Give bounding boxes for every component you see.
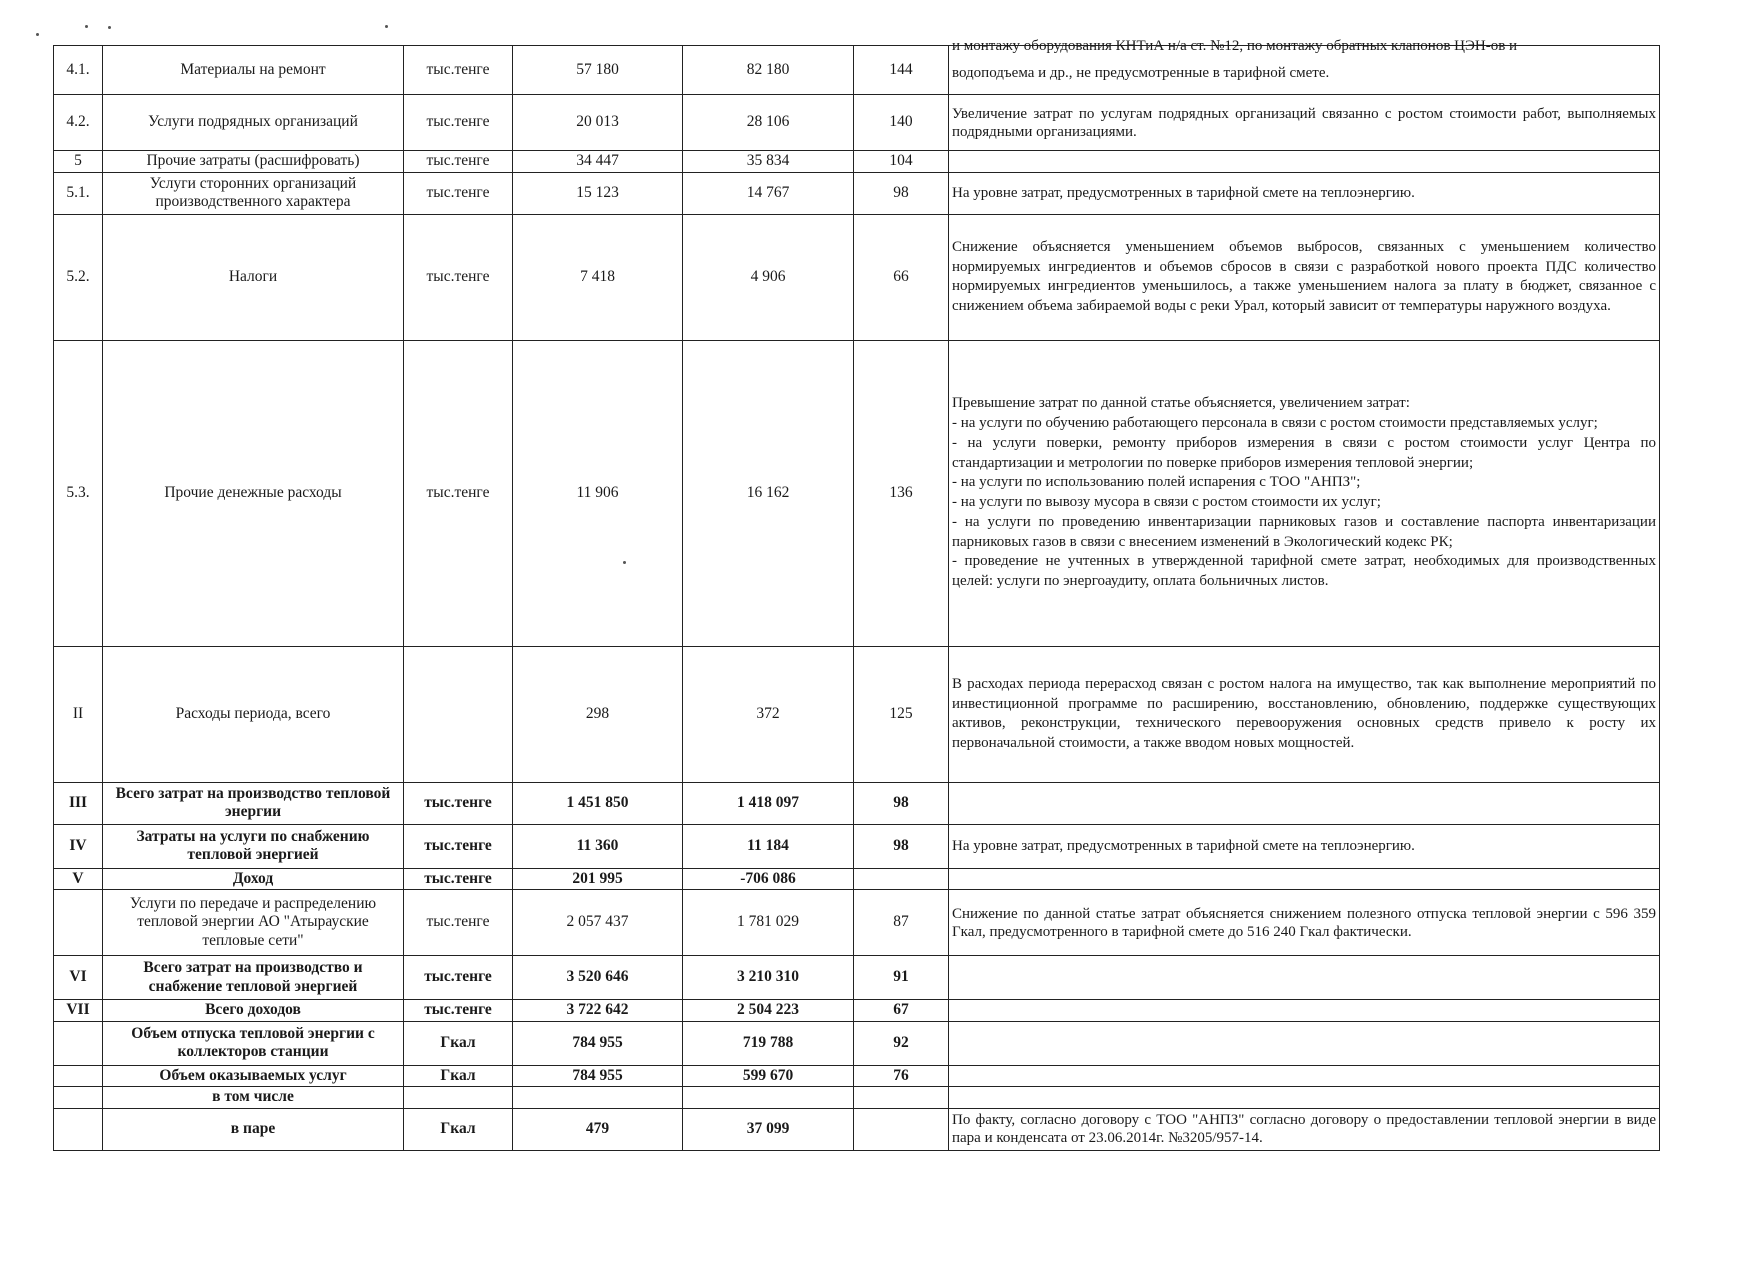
row-plan: 479: [513, 1108, 683, 1150]
row-unit: [404, 1087, 513, 1109]
row-fact: 37 099: [683, 1108, 854, 1150]
table-row: [54, 1021, 1660, 1065]
row-unit: Гкал: [404, 1108, 513, 1150]
row-unit: тыс.тенге: [404, 890, 513, 956]
row-unit: Гкал: [404, 1065, 513, 1087]
row-plan: 1 451 850: [513, 782, 683, 824]
row-fact: 4 906: [683, 214, 854, 340]
explanation-line: - на услуги по обучению работающего персонала в связи с ростом стоимости представляемых услуг;: [952, 414, 1598, 431]
row-number: [54, 1108, 103, 1150]
row-fact: 11 184: [683, 824, 854, 868]
table-row: [54, 1000, 1660, 1022]
table-row: [54, 151, 1660, 173]
row-name: Объем оказываемых услуг: [103, 1065, 404, 1087]
row-explanation: По факту, согласно договору с ТОО "АНПЗ" согласно договору о предоставлении тепловой энергии в виде пара и конденсата от 23.06.2014г. №3205/957-14.: [949, 1108, 1660, 1150]
row-number: II: [54, 646, 103, 782]
row-plan: 3 520 646: [513, 956, 683, 1000]
row-plan: 298: [513, 646, 683, 782]
row-name: Всего затрат на производство тепловой энергии: [103, 782, 404, 824]
table-row: [54, 1065, 1660, 1087]
table-row: [54, 1087, 1660, 1109]
row-plan: 34 447: [513, 151, 683, 173]
row-percent: 140: [854, 95, 949, 151]
row-explanation: На уровне затрат, предусмотренных в тарифной смете на теплоэнергию.: [949, 824, 1660, 868]
header-note: и монтажу оборудования КНТиА н/а ст. №12, по монтажу обратных клапонов ЦЭН-ов и: [952, 38, 1518, 54]
row-percent: 125: [854, 646, 949, 782]
row-percent: 144: [854, 46, 949, 95]
table-body: [54, 38, 1660, 1151]
row-explanation: [949, 782, 1660, 824]
row-fact: 372: [683, 646, 854, 782]
row-fact: [683, 1087, 854, 1109]
table-row: [54, 646, 1660, 782]
scan-speck: [36, 33, 39, 36]
row-explanation: В расходах периода перерасход связан с ростом налога на имущество, так как выполнение мероприятий по инвестиционной программе по расширению, восстановлению, обновлению, поддержке существующих активов, реконструкции, технического перевооружения основных средств привело к росту их первоначальной стоимости, а также вводом новых мощностей.: [949, 646, 1660, 782]
row-name: Всего затрат на производство и снабжение тепловой энергией: [103, 956, 404, 1000]
row-number: 5.1.: [54, 172, 103, 214]
row-name: Затраты на услуги по снабжению тепловой энергией: [103, 824, 404, 868]
row-percent: 91: [854, 956, 949, 1000]
row-explanation: [949, 1087, 1660, 1109]
row-explanation: [949, 956, 1660, 1000]
row-number: 5.2.: [54, 214, 103, 340]
row-name: Прочие денежные расходы: [103, 340, 404, 646]
table-row: [54, 782, 1660, 824]
row-unit: Гкал: [404, 1021, 513, 1065]
row-number: 4.2.: [54, 95, 103, 151]
report-sheet: [53, 38, 1659, 1151]
row-number: [54, 1021, 103, 1065]
row-fact: 28 106: [683, 95, 854, 151]
table-row: [54, 172, 1660, 214]
row-explanation: [949, 1021, 1660, 1065]
row-name: Услуги сторонних организаций производственного характера: [103, 172, 404, 214]
row-fact: 599 670: [683, 1065, 854, 1087]
scan-speck: [85, 25, 88, 28]
row-name: Услуги по передаче и распределению тепловой энергии АО "Атырауские тепловые сети": [103, 890, 404, 956]
row-fact: [683, 340, 854, 646]
explanation-line: - на услуги по использованию полей испарения с ТОО "АНПЗ";: [952, 474, 1361, 491]
row-unit: тыс.тенге: [404, 868, 513, 890]
row-plan: 15 123: [513, 172, 683, 214]
explanation-line: - проведение не учтенных в утвержденной тарифной смете затрат, необходимых для производственных целей: услуги по энергоаудиту, оплата больничных листов.: [952, 553, 1656, 590]
row-number: IV: [54, 824, 103, 868]
table-row: [54, 956, 1660, 1000]
row-unit: тыс.тенге: [404, 172, 513, 214]
row-fact: 35 834: [683, 151, 854, 173]
cost-report-table: [53, 38, 1660, 1151]
row-explanation: Снижение по данной статье затрат объясняется снижением полезного отпуска тепловой энергии с 596 359 Гкал, предусмотренного в тарифной смете до 516 240 Гкал фактически.: [949, 890, 1660, 956]
table-row: [54, 890, 1660, 956]
row-name: в паре: [103, 1108, 404, 1150]
row-number: VI: [54, 956, 103, 1000]
row-number: [54, 1065, 103, 1087]
row-number: 5.3.: [54, 340, 103, 646]
explanation-line: - на услуги поверки, ремонту приборов измерения в связи с ростом стоимости услуг Центра по стандартизации и метрологии по поверке приборов измерения тепловой энергии;: [952, 434, 1656, 471]
row-fact: -706 086: [683, 868, 854, 890]
row-percent: 87: [854, 890, 949, 956]
row-unit: тыс.тенге: [404, 214, 513, 340]
row-explanation: [949, 340, 1660, 646]
table-row: [54, 868, 1660, 890]
row-percent: 76: [854, 1065, 949, 1087]
row-plan: 11 360: [513, 824, 683, 868]
row-explanation: Увеличение затрат по услугам подрядных организаций связанно с ростом стоимости работ, выполняемых подрядными организациями.: [949, 95, 1660, 151]
row-number: 5: [54, 151, 103, 173]
scan-speck: [623, 561, 626, 564]
row-name: Объем отпуска тепловой энергии с коллекторов станции: [103, 1021, 404, 1065]
row-unit: тыс.тенге: [404, 46, 513, 95]
row-explanation: Снижение объясняется уменьшением объемов выбросов, связанных с уменьшением количество нормируемых ингредиентов и объемов сбросов в связи с разработкой нового проекта ПДС количество нормируемых ингредиентов уменьшилось, а также уменьшением налога за плату в бюджет, связанное с снижением объема забираемой воды с реки Урал, который зависит от температуры наружного воздуха.: [949, 214, 1660, 340]
table-row: [54, 824, 1660, 868]
row-percent: 136: [854, 340, 949, 646]
table-row: [54, 214, 1660, 340]
row-plan: 20 013: [513, 95, 683, 151]
row-unit: тыс.тенге: [404, 1000, 513, 1022]
row-plan: [513, 1087, 683, 1109]
row-name: Доход: [103, 868, 404, 890]
row-fact: 1 418 097: [683, 782, 854, 824]
row-name: Налоги: [103, 214, 404, 340]
row-plan: 11 906: [513, 340, 683, 646]
row-unit: [404, 646, 513, 782]
row-plan: 784 955: [513, 1021, 683, 1065]
row-percent: 98: [854, 782, 949, 824]
row-explanation: [949, 38, 1660, 95]
row-unit: тыс.тенге: [404, 151, 513, 173]
row-unit: тыс.тенге: [404, 340, 513, 646]
row-fact: 719 788: [683, 1021, 854, 1065]
row-name: Всего доходов: [103, 1000, 404, 1022]
row-unit: тыс.тенге: [404, 824, 513, 868]
row-percent: [854, 1087, 949, 1109]
row-percent: 67: [854, 1000, 949, 1022]
row-unit: тыс.тенге: [404, 95, 513, 151]
scan-speck: [385, 25, 388, 28]
row-name: Услуги подрядных организаций: [103, 95, 404, 151]
row-number: [54, 1087, 103, 1109]
row-fact: 1 781 029: [683, 890, 854, 956]
row-name: в том числе: [103, 1087, 404, 1109]
row-percent: 98: [854, 172, 949, 214]
table-row: [54, 95, 1660, 151]
table-row: [54, 1108, 1660, 1150]
row-number: 4.1.: [54, 46, 103, 95]
row-percent: 92: [854, 1021, 949, 1065]
row-explanation: На уровне затрат, предусмотренных в тарифной смете на теплоэнергию.: [949, 172, 1660, 214]
table-row: [54, 340, 1660, 646]
row-fact: 82 180: [683, 46, 854, 95]
row-percent: [854, 868, 949, 890]
row-explanation: [949, 151, 1660, 173]
explanation-line: - на услуги по проведению инвентаризации парниковых газов и составление паспорта инвентаризации парниковых газов в связи с внесением изменений в Экологический кодекс РК;: [952, 513, 1656, 550]
explanation-text: водоподъема и др., не предусмотренные в тарифной смете.: [952, 65, 1330, 81]
row-name: Прочие затраты (расшифровать): [103, 151, 404, 173]
row-fact: 3 210 310: [683, 956, 854, 1000]
row-percent: 104: [854, 151, 949, 173]
table-row: [54, 46, 1660, 95]
row-percent: 98: [854, 824, 949, 868]
row-unit: тыс.тенге: [404, 956, 513, 1000]
row-name: Расходы периода, всего: [103, 646, 404, 782]
fact-value: 16 162: [746, 483, 790, 501]
row-plan: 7 418: [513, 214, 683, 340]
scan-speck: [108, 26, 111, 29]
row-plan: 201 995: [513, 868, 683, 890]
row-name: Материалы на ремонт: [103, 46, 404, 95]
row-explanation: [949, 868, 1660, 890]
row-plan: 57 180: [513, 46, 683, 95]
row-number: [54, 890, 103, 956]
row-number: V: [54, 868, 103, 890]
explanation-line: - на услуги по вывозу мусора в связи с ростом стоимости их услуг;: [952, 494, 1381, 511]
row-fact: 2 504 223: [683, 1000, 854, 1022]
row-number: III: [54, 782, 103, 824]
row-number: VII: [54, 1000, 103, 1022]
row-fact: 14 767: [683, 172, 854, 214]
row-unit: тыс.тенге: [404, 782, 513, 824]
explanation-line: Превышение затрат по данной статье объясняется, увеличением затрат:: [952, 395, 1410, 412]
row-plan: 784 955: [513, 1065, 683, 1087]
row-explanation: [949, 1000, 1660, 1022]
row-percent: 66: [854, 214, 949, 340]
row-percent: [854, 1108, 949, 1150]
row-explanation: [949, 1065, 1660, 1087]
row-plan: 2 057 437: [513, 890, 683, 956]
row-plan: 3 722 642: [513, 1000, 683, 1022]
